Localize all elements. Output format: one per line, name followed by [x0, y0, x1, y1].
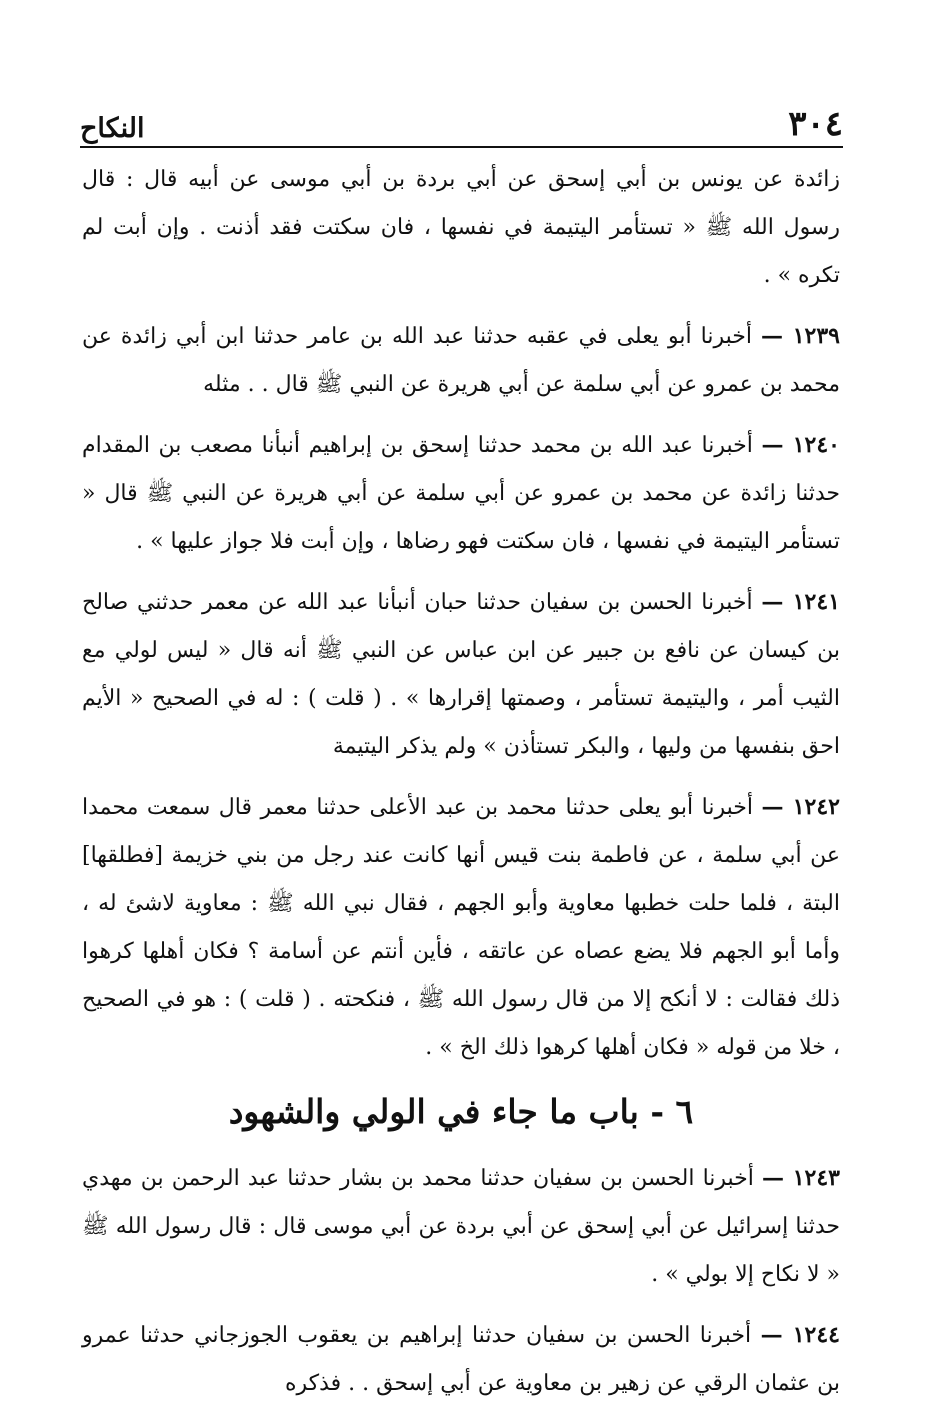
- hadith-text: أخبرنا أبو يعلى حدثنا محمد بن عبد الأعلى حدثنا معمر قال سمعت محمدا عن أبي سلمة ، عن فاطمة بنت قيس أنها كانت عند رجل من بني خزيمة [فطلقها] البتة ، فلما حلت خطبها معاوية وأبو الجهم ، فقال نبي الله ﷺ : معاوية لاشئ له ، وأما أبو الجهم فلا يضع عصاه عن عاتقه ، فأين أنتم عن أسامة ؟ فكان أهلها كرهوا ذلك فقالت : لا أنكح إلا من قال رسول الله ﷺ ، فنكحته . ( قلت ) : هو في الصحيح ، خلا من قوله « فكان أهلها كرهوا ذلك الخ » .: [82, 795, 840, 1060]
- hadith-text: أخبرنا الحسن بن سفيان حدثنا إبراهيم بن يعقوب الجوزجاني حدثنا عمرو بن عثمان الرقي عن زهير بن معاوية عن أبي إسحق . . فذكره: [82, 1323, 840, 1396]
- hadith-number: ١٢٤٣ —: [761, 1165, 840, 1191]
- hadith-paragraph: [82, 156, 840, 300]
- hadith-text: أخبرنا الحسن بن سفيان حدثنا محمد بن بشار حدثنا عبد الرحمن بن مهدي حدثنا إسرائيل عن أبي إسحق عن أبي بردة عن أبي موسى قال : قال رسول الله ﷺ « لا نكاح إلا بولي » .: [82, 1166, 840, 1287]
- chapter-heading: ٦ - باب ما جاء في الولي والشهود: [228, 1092, 694, 1131]
- hadith-paragraph: [82, 421, 840, 566]
- hadith-number: ١٢٤٠ —: [761, 432, 840, 458]
- hadith-number: ١٢٣٩ —: [761, 323, 840, 349]
- page-number: ٣٠٤: [788, 104, 843, 144]
- hadith-paragraph: [82, 1311, 840, 1408]
- hadith-number: ١٢٤١ —: [761, 589, 840, 615]
- running-title: النكاح: [80, 113, 145, 144]
- hadith-paragraph: [82, 1154, 840, 1299]
- hadith-text: أخبرنا عبد الله بن محمد حدثنا إسحق بن إبراهيم أنبأنا مصعب بن المقدام حدثنا زائدة عن محمد بن عمرو عن أبي سلمة عن أبي هريرة عن النبي ﷺ قال « تستأمر اليتيمة في نفسها ، فان سكتت فهو رضاها ، وإن أبت فلا جواز عليها » .: [82, 433, 840, 554]
- header-divider: [80, 146, 843, 148]
- hadith-text: أخبرنا الحسن بن سفيان حدثنا حبان أنبأنا عبد الله عن معمر حدثني صالح بن كيسان عن نافع بن جبير عن ابن عباس عن النبي ﷺ أنه قال « ليس لولي مع الثيب أمر ، واليتيمة تستأمر ، وصمتها إقرارها » . ( قلت ) : له في الصحيح « الأيم احق بنفسها من وليها ، والبكر تستأذن » ولم يذكر اليتيمة: [82, 590, 841, 759]
- page-body: [82, 156, 840, 1420]
- hadith-text: أخبرنا أبو يعلى في عقبه حدثنا عبد الله بن عامر حدثنا ابن أبي زائدة عن محمد بن عمرو عن أبي سلمة عن أبي هريرة عن النبي ﷺ قال . . مثله: [82, 324, 840, 397]
- page-header: [80, 96, 843, 144]
- hadith-text: زائدة عن يونس بن أبي إسحق عن أبي بردة بن أبي موسى عن أبيه قال : قال رسول الله ﷺ « تستأمر اليتيمة في نفسها ، فان سكتت فقد أذنت . وإن أبت لم تكره » .: [82, 167, 840, 288]
- hadith-paragraph: [82, 783, 840, 1072]
- hadith-paragraph: [82, 312, 840, 409]
- hadith-number: ١٢٤٢ —: [761, 794, 840, 820]
- hadith-number: ١٢٤٤ —: [760, 1322, 840, 1348]
- hadith-paragraph: [82, 578, 840, 771]
